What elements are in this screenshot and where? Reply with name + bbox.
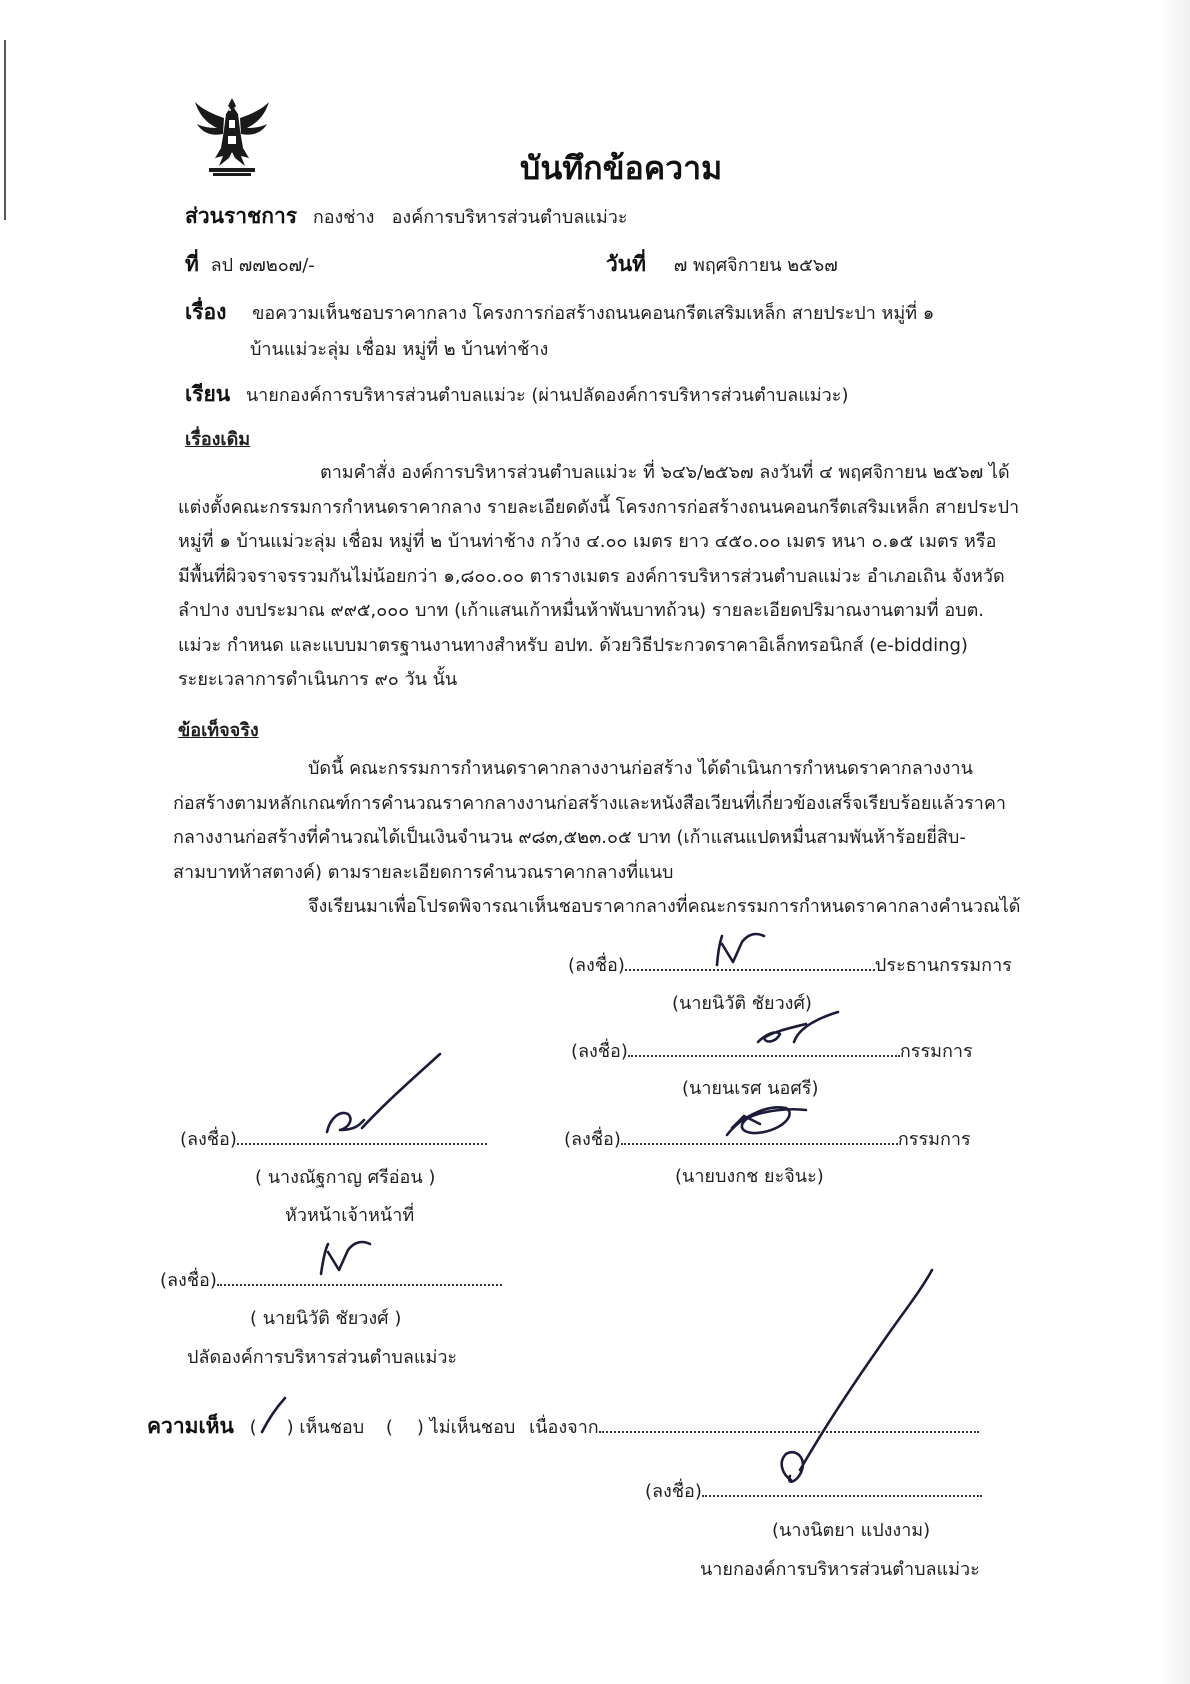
sign-prefix: (ลงชื่อ) — [645, 1481, 702, 1502]
reason-dots — [599, 1417, 979, 1433]
sign-prefix: (ลงชื่อ) — [160, 1270, 217, 1291]
date-value: ๗ พฤศจิกายน ๒๕๖๗ — [673, 255, 838, 276]
facts-line: กลางงานก่อสร้างที่คำนวณได้เป็นเงินจำนวน ๙๘๓,๕๒๓.๐๕ บาท (เก้าแสนแปดหมื่นสามพันห้าร้อยยี่สิบ- — [173, 827, 966, 848]
reject-paren: ( — [385, 1417, 393, 1438]
facts-paragraph — [173, 752, 1073, 925]
date-row — [606, 248, 838, 281]
chair-signature-line — [568, 950, 1012, 979]
reject-label: ) ไม่เห็นชอบ — [416, 1417, 516, 1438]
background-line: ลำปาง งบประมาณ ๙๙๕,๐๐๐ บาท (เก้าแสนเก้าหมื่นห้าพันบาทถ้วน) รายละเอียดปริมาณงานตามที่ อบต. — [178, 600, 985, 621]
department-value: กองช่าง องค์การบริหารส่วนตำบลแม่วะ — [312, 207, 628, 228]
sign-prefix: (ลงชื่อ) — [568, 955, 625, 976]
signature-dots — [217, 1270, 502, 1286]
approve-label: ) เห็นชอบ — [286, 1417, 365, 1438]
facts-heading: ข้อเท็จจริง — [178, 720, 259, 741]
facts-line: สามบาทห้าสตางค์) ตามรายละเอียดการคำนวณราคากลางที่แนบ — [173, 861, 674, 883]
recipient-row — [185, 378, 848, 411]
subject-label: เรื่อง — [185, 300, 227, 324]
opinion-row — [147, 1410, 979, 1443]
deputy-name: ( นายนิวัติ ชัยวงศ์ ) — [250, 1308, 402, 1329]
approve-checkbox[interactable] — [250, 1417, 365, 1438]
mayor-signature-icon — [782, 1270, 932, 1482]
subject-line-2: บ้านแม่วะลุ่ม เชื่อม หมู่ที่ ๒ บ้านท่าช้าง — [250, 339, 549, 360]
head-signature-line — [180, 1124, 487, 1153]
subject-line-1: ขอความเห็นชอบราคากลาง โครงการก่อสร้างถนนคอนกรีตเสริมเหล็ก สายประปา หมู่ที่ ๑ — [252, 303, 935, 324]
facts-line: จึงเรียนมาเพื่อโปรดพิจารณาเห็นชอบราคากลางที่คณะกรรมการกำหนดราคากลางคำนวณได้ — [308, 896, 1021, 917]
reference-value: ลป ๗๗๒๐๗/- — [210, 255, 315, 276]
background-line: แต่งตั้งคณะกรรมการกำหนดราคากลาง รายละเอียดดังนี้ โครงการก่อสร้างถนนคอนกรีตเสริมเหล็ก สายประปา — [178, 496, 1020, 518]
mayor-name: (นางนิตยา แปงงาม) — [772, 1520, 931, 1541]
background-paragraph — [178, 456, 1058, 698]
head-name: ( นางณัฐกาญ ศรีอ่อน ) — [255, 1167, 436, 1188]
scan-edge-line — [4, 40, 6, 220]
sign-prefix: (ลงชื่อ) — [180, 1129, 237, 1150]
member2-signature-line — [564, 1124, 971, 1153]
chair-role: ประธานกรรมการ — [874, 955, 1012, 976]
reference-row — [185, 248, 315, 281]
recipient-value: นายกองค์การบริหารส่วนตำบลแม่วะ (ผ่านปลัดองค์การบริหารส่วนตำบลแม่วะ) — [245, 385, 849, 406]
deputy-position: ปลัดองค์การบริหารส่วนตำบลแม่วะ — [187, 1347, 458, 1368]
department-row — [185, 200, 628, 233]
reason-label: เนื่องจาก — [529, 1417, 599, 1438]
background-line: แม่วะ กำหนด และแบบมาตรฐานงานทางสำหรับ อปท. ด้วยวิธีประกวดราคาอิเล็กทรอนิกส์ (e-bidding) — [178, 634, 968, 656]
signature-dots — [628, 1041, 900, 1057]
signature-dots — [625, 955, 875, 971]
background-line: ตามคำสั่ง องค์การบริหารส่วนตำบลแม่วะ ที่ ๖๔๖/๒๕๖๗ ลงวันที่ ๔ พฤศจิกายน ๒๕๖๗ ได้ — [320, 462, 1010, 483]
deputy-signature-line — [160, 1265, 502, 1294]
date-label: วันที่ — [606, 252, 646, 276]
signature-dots — [702, 1481, 982, 1497]
member1-role: กรรมการ — [899, 1041, 973, 1062]
mayor-position: นายกองค์การบริหารส่วนตำบลแม่วะ — [700, 1559, 980, 1580]
background-heading: เรื่องเดิม — [185, 429, 251, 450]
background-line: มีพื้นที่ผิวจราจรรวมกันไม่น้อยกว่า ๑,๘๐๐.๐๐ ตารางเมตร องค์การบริหารส่วนตำบลแม่วะ อำเภอเถิน จังหวัด — [178, 565, 1005, 587]
scan-edge-shadow — [1160, 0, 1190, 1684]
background-line: ระยะเวลาการดำเนินการ ๙๐ วัน นั้น — [178, 669, 458, 690]
member1-signature-line — [571, 1036, 973, 1065]
signature-dots — [237, 1129, 487, 1145]
reject-checkbox[interactable] — [386, 1417, 515, 1438]
sign-prefix: (ลงชื่อ) — [564, 1129, 621, 1150]
subject-row — [185, 296, 934, 329]
opinion-label: ความเห็น — [147, 1414, 234, 1438]
head-signature-icon — [327, 1054, 440, 1132]
chair-name: (นายนิวัติ ชัยวงศ์) — [672, 993, 812, 1014]
head-position: หัวหน้าเจ้าหน้าที่ — [285, 1205, 415, 1226]
member1-name: (นายนเรศ นอศรี) — [682, 1078, 819, 1099]
department-label: ส่วนราชการ — [185, 204, 298, 228]
sign-prefix: (ลงชื่อ) — [571, 1041, 628, 1062]
recipient-label: เรียน — [185, 382, 231, 406]
facts-line: บัดนี้ คณะกรรมการกำหนดราคากลางงานก่อสร้าง ได้ดำเนินการกำหนดราคากลางงาน — [308, 758, 973, 779]
garuda-emblem-icon — [193, 96, 271, 178]
mayor-signature-line — [645, 1476, 982, 1505]
approve-paren: ( — [249, 1417, 257, 1438]
member2-role: กรรมการ — [897, 1129, 971, 1150]
member2-name: (นายบงกช ยะจินะ) — [675, 1166, 824, 1187]
reference-label: ที่ — [185, 252, 199, 276]
memo-title: บันทึกข้อความ — [520, 149, 723, 187]
signature-dots — [621, 1129, 898, 1145]
background-line: หมู่ที่ ๑ บ้านแม่วะลุ่ม เชื่อม หมู่ที่ ๒ บ้านท่าช้าง กว้าง ๔.๐๐ เมตร ยาว ๔๕๐.๐๐ เมตร หนา ๐.๑๕ เมตร หรือ — [178, 531, 997, 552]
facts-line: ก่อสร้างตามหลักเกณฑ์การคำนวณราคากลางงานก่อสร้างและหนังสือเวียนที่เกี่ยวข้องเสร็จเรียบร้อยแล้วราคา — [173, 792, 1007, 814]
